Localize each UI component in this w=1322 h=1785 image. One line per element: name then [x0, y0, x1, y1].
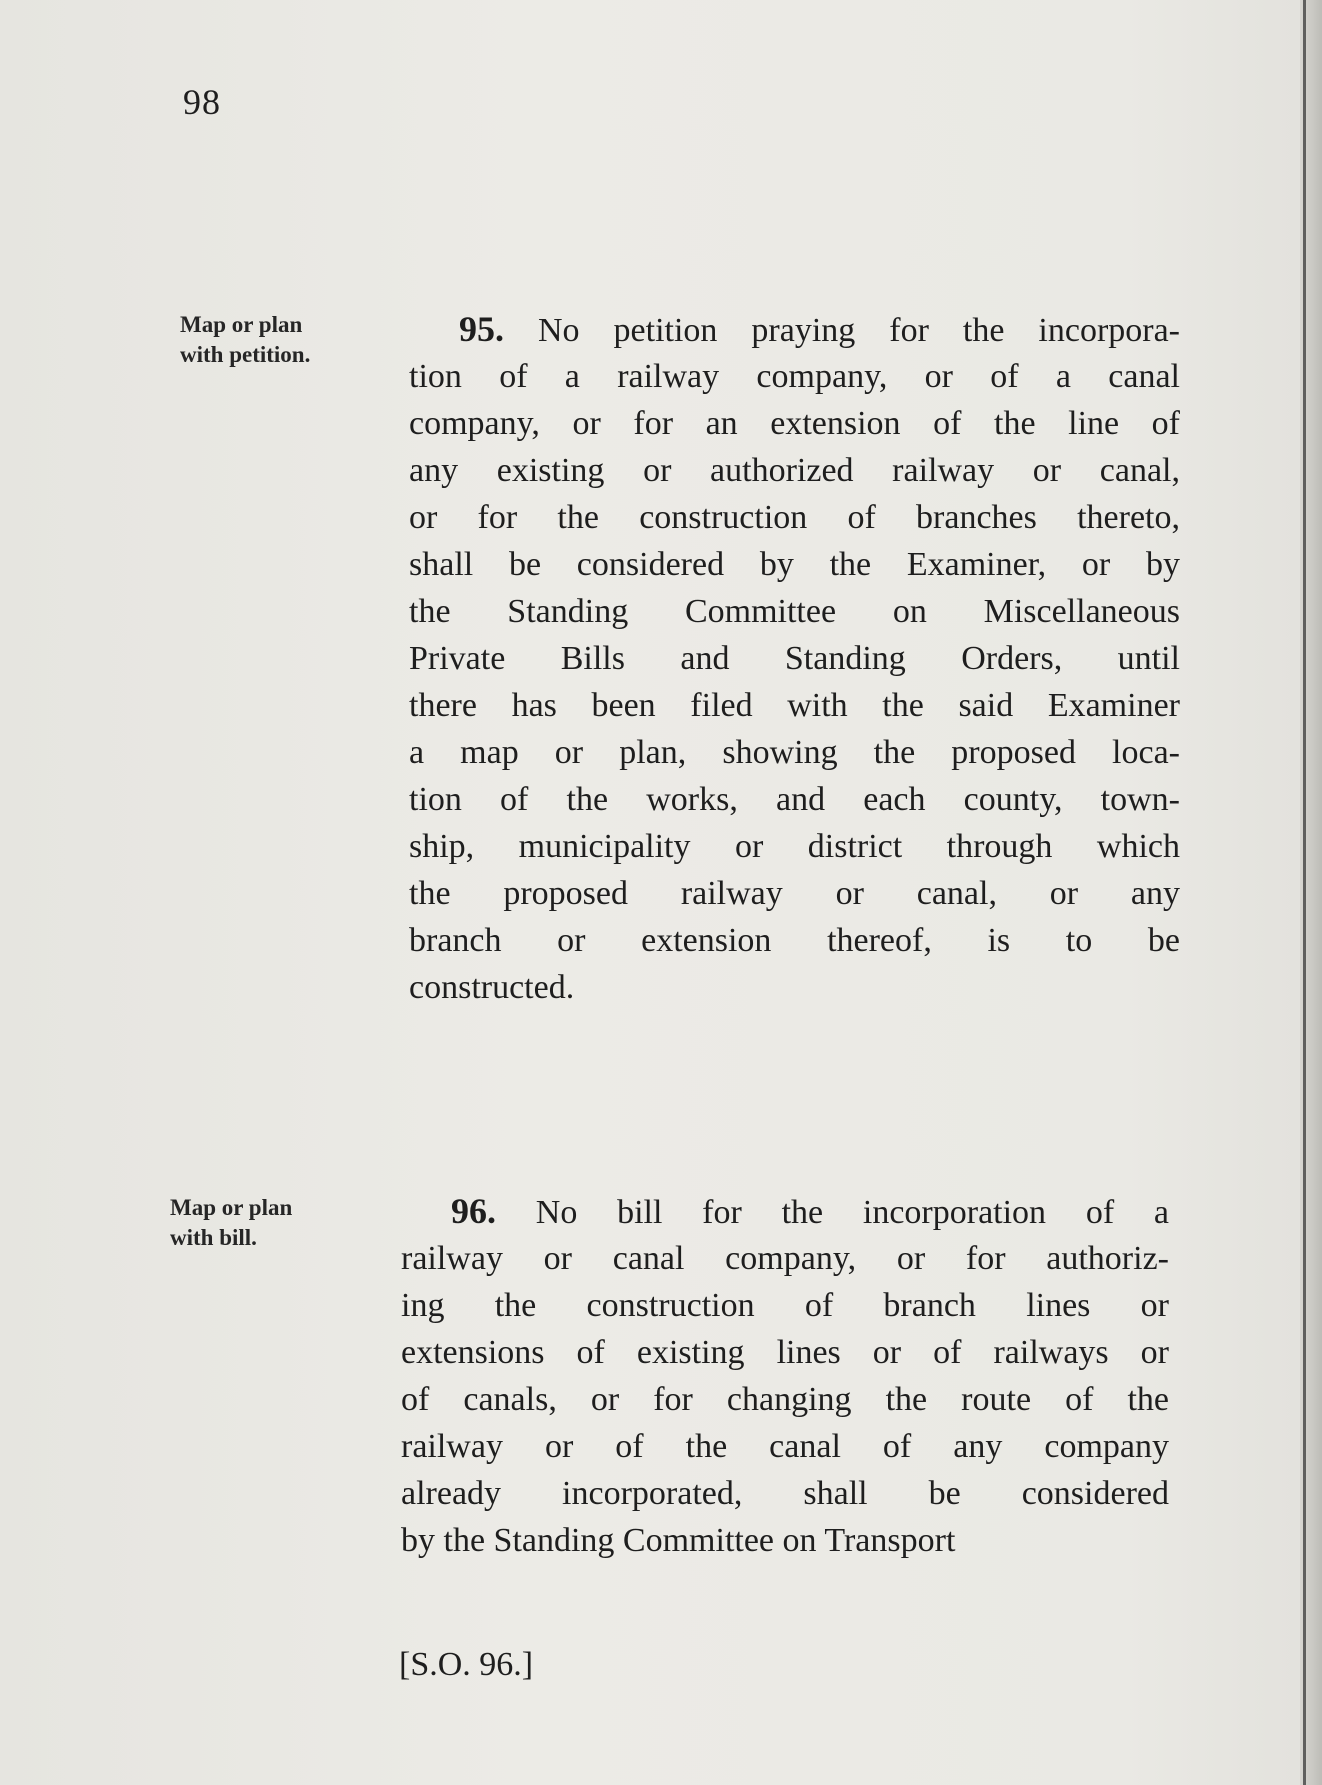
section-text-line: Private Bills and Standing Orders, until: [409, 640, 1180, 677]
section-text-line: by the Standing Committee on Transport: [401, 1522, 956, 1559]
section-text-line: constructed.: [409, 969, 575, 1006]
section-text-line: ship, municipality or district through which: [409, 828, 1180, 865]
section-text-line: the Standing Committee on Miscellaneous: [409, 593, 1180, 630]
section-text-line: the proposed railway or canal, or any: [409, 875, 1180, 912]
section-text-line: 96. No bill for the incorporation of a: [451, 1191, 1169, 1231]
margin-note-section-96: [170, 1193, 370, 1253]
section-text-line: there has been filed with the said Examiner: [409, 687, 1180, 724]
section-text-line: any existing or authorized railway or canal,: [409, 452, 1180, 489]
standing-order-reference: [S.O. 96.]: [399, 1646, 534, 1683]
section-text-line: shall be considered by the Examiner, or by: [409, 546, 1180, 583]
section-text-line: already incorporated, shall be considered: [401, 1475, 1169, 1512]
section-text-line: a map or plan, showing the proposed loca-: [409, 734, 1180, 771]
margin-note-line: Map or plan: [170, 1195, 293, 1220]
section-text-line: of canals, or for changing the route of the: [401, 1381, 1169, 1418]
book-gutter-line: [1303, 0, 1306, 1785]
section-text-line: branch or extension thereof, is to be: [409, 922, 1180, 959]
section-text-line: tion of the works, and each county, town-: [409, 781, 1180, 818]
section-number: 96.: [451, 1191, 496, 1231]
margin-note-line: with bill.: [170, 1225, 257, 1250]
section-number: 95.: [459, 309, 504, 349]
section-text-line: extensions of existing lines or of railways or: [401, 1334, 1169, 1371]
section-text-line: tion of a railway company, or of a canal: [409, 358, 1180, 395]
page-number: 98: [183, 82, 221, 122]
section-text-line: company, or for an extension of the line of: [409, 405, 1180, 442]
section-95-body: [409, 306, 1180, 1011]
margin-note-line: with petition.: [180, 342, 311, 367]
margin-note-section-95: [180, 310, 380, 370]
section-text-line: ing the construction of branch lines or: [401, 1287, 1169, 1324]
section-96-body: [401, 1188, 1169, 1564]
section-text-line: 95. No petition praying for the incorpora-: [459, 309, 1181, 349]
section-text-line: railway or canal company, or for authoriz-: [401, 1240, 1169, 1277]
section-text-line: or for the construction of branches thereto,: [409, 499, 1180, 536]
section-text-line: railway or of the canal of any company: [401, 1428, 1169, 1465]
margin-note-line: Map or plan: [180, 312, 303, 337]
